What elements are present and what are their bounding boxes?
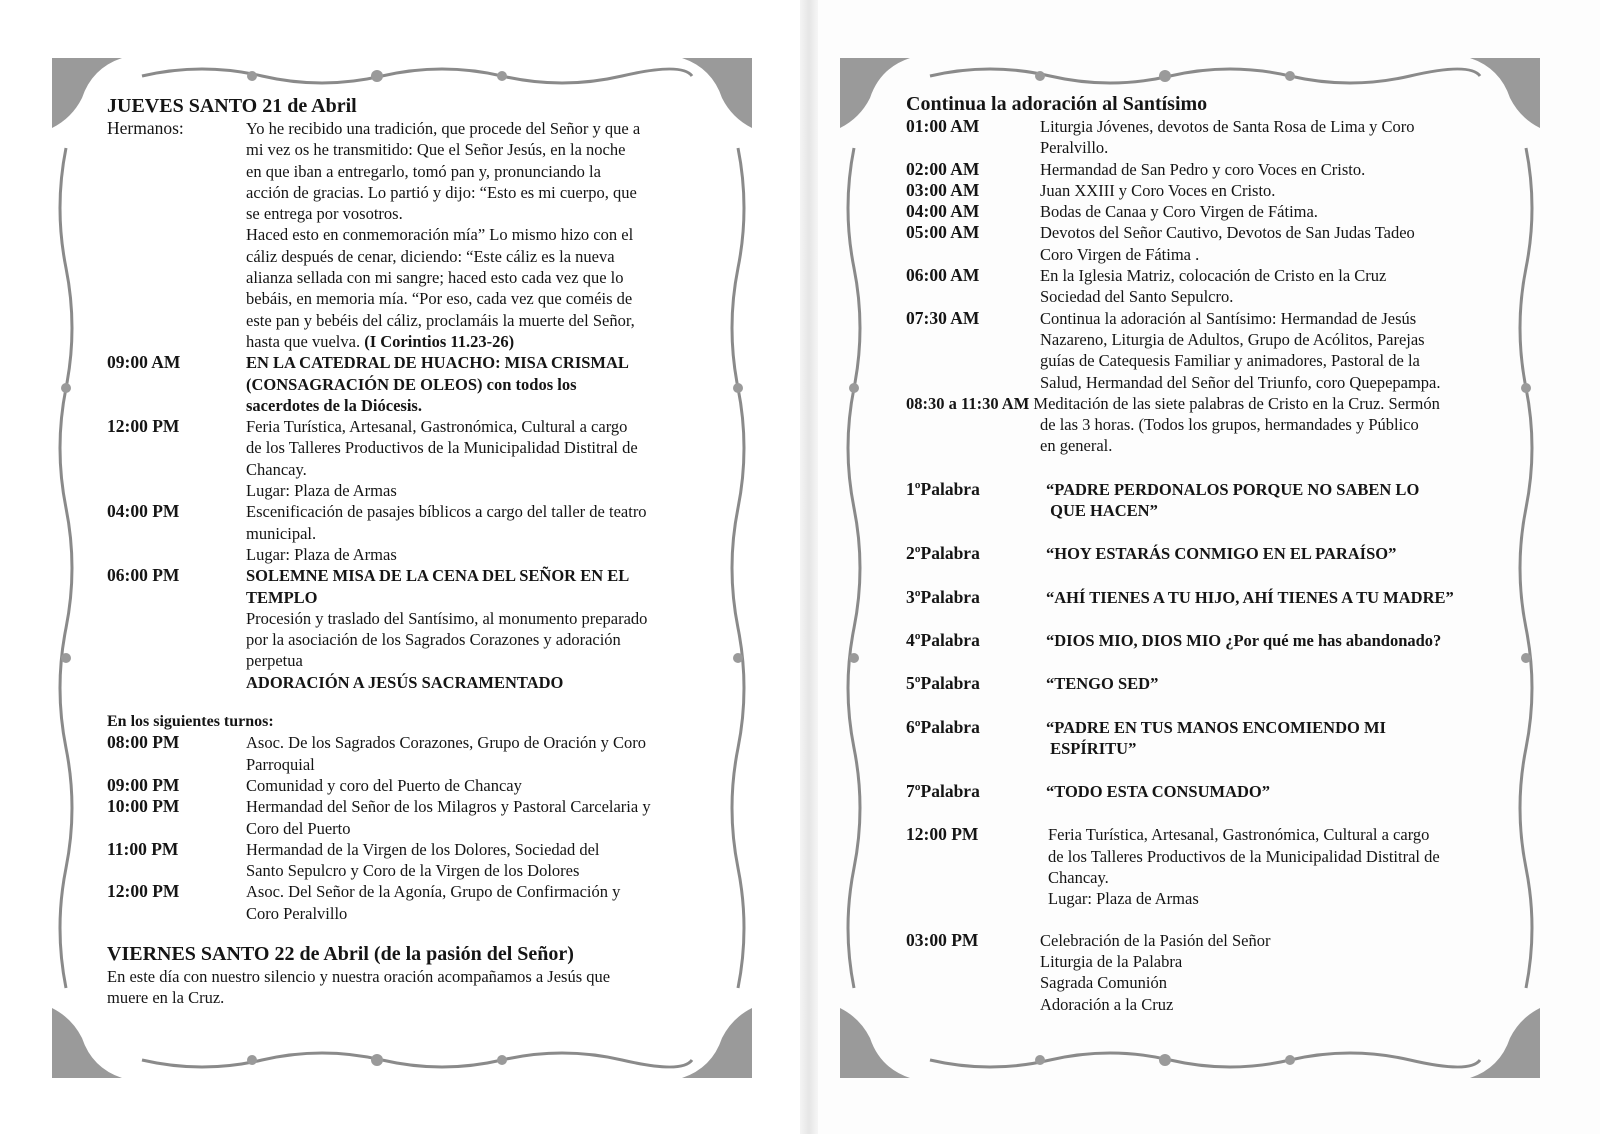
palabra-text — [1046, 717, 1508, 760]
palabra-line: “PADRE EN TUS MANOS ENCOMIENDO MI — [1046, 717, 1386, 737]
intro-line: hasta que vuelva. — [246, 331, 361, 351]
event-time: 01:00 AM — [906, 116, 980, 136]
meditation-line: en general. — [1040, 436, 1113, 456]
feria-line: Lugar: Plaza de Armas — [1048, 889, 1199, 909]
intro-line: bebáis, en memoria mía. “Por eso, cada vez que coméis de — [246, 289, 633, 309]
intro-line: en que iban a entregarlo, tomó pan y, pronunciando la — [246, 161, 601, 181]
event-description — [246, 352, 707, 416]
event-description — [1040, 222, 1508, 265]
event-row — [906, 159, 1508, 180]
event-line: por la asociación de los Sagrados Corazones y adoración — [246, 630, 621, 650]
turn-time: 08:00 PM — [107, 732, 180, 753]
palabra-label: 3ºPalabra — [906, 586, 980, 607]
palabra-label: 4ºPalabra — [906, 629, 980, 650]
friday-line: muere en la Cruz. — [107, 988, 225, 1008]
event-line: Chancay. — [246, 459, 307, 479]
event-line: Continua la adoración al Santísimo: Hermandad de Jesús — [1040, 308, 1417, 328]
event-line: Nazareno, Liturgia de Adultos, Grupo de Acólitos, Parejas — [1040, 329, 1425, 349]
palabra-line: “HOY ESTARÁS CONMIGO EN EL PARAÍSO” — [1046, 544, 1397, 564]
event-time: 06:00 AM — [906, 265, 980, 286]
palabra-row — [906, 673, 1508, 694]
palabra-row — [906, 717, 1508, 760]
palabra-line: ESPÍRITU” — [1046, 738, 1137, 758]
event-row — [107, 416, 707, 501]
intro-line: se entrega por vosotros. — [246, 204, 403, 224]
event-line: Juan XXIII y Coro Voces en Cristo. — [1040, 180, 1276, 200]
event-line: Sociedad del Santo Sepulcro. — [1040, 287, 1234, 307]
palabra-line: “AHÍ TIENES A TU HIJO, AHÍ TIENES A TU MADRE” — [1046, 587, 1454, 607]
palabra-line: “TODO ESTA CONSUMADO” — [1046, 782, 1271, 802]
event-line: Bodas de Canaa y Coro Virgen de Fátima. — [1040, 202, 1318, 222]
event-time: 03:00 AM — [906, 179, 980, 200]
pasion-time: 03:00 PM — [906, 929, 979, 950]
turn-row — [107, 796, 707, 839]
event-line: Liturgia Jóvenes, devotos de Santa Rosa de Lima y Coro — [1040, 117, 1415, 136]
intro-line: cáliz después de cenar, diciendo: “Este cáliz es la nueva — [246, 246, 615, 266]
turn-description — [246, 775, 707, 796]
feria-line: Feria Turística, Artesanal, Gastronómica, Cultural a cargo — [1048, 825, 1430, 845]
turn-line: Asoc. De los Sagrados Corazones, Grupo de Oración y Coro — [246, 733, 647, 753]
palabra-label: 6ºPalabra — [906, 716, 980, 737]
intro-line: este pan y bebéis del cáliz, proclamáis la muerte del Señor, — [246, 310, 635, 330]
turn-row — [107, 881, 707, 924]
meditation-first-line — [906, 393, 1508, 414]
event-description — [246, 565, 707, 693]
event-line: Hermandad de San Pedro y coro Voces en Cristo. — [1040, 159, 1366, 179]
page-gutter — [800, 0, 818, 1134]
intro-line: acción de gracias. Lo partió y dijo: “Esto es mi cuerpo, que — [246, 182, 637, 202]
event-line: TEMPLO — [246, 587, 318, 607]
palabra-label: 2ºPalabra — [906, 543, 980, 564]
turn-line: Comunidad y coro del Puerto de Chancay — [246, 775, 522, 795]
event-line: Salud, Hermandad del Señor del Triunfo, coro Quepepampa. — [1040, 372, 1441, 392]
palabra-label: 1ºPalabra — [906, 478, 980, 499]
turn-line: Asoc. Del Señor de la Agonía, Grupo de Confirmación y — [246, 882, 621, 902]
turn-description — [246, 796, 707, 839]
palabra-label: 7ºPalabra — [906, 781, 980, 802]
event-description — [1040, 265, 1508, 308]
event-line: Procesión y traslado del Santísimo, al monumento preparado — [246, 608, 648, 628]
palabra-line: “TENGO SED” — [1046, 674, 1159, 694]
event-line: Coro Virgen de Fátima . — [1040, 244, 1200, 264]
event-line: sacerdotes de la Diócesis. — [246, 395, 422, 415]
event-row — [906, 222, 1508, 265]
event-time: 04:00 PM — [107, 501, 180, 522]
intro-line: alianza sellada con mi sangre; haced esto cada vez que lo — [246, 268, 624, 288]
event-line: Lugar: Plaza de Armas — [246, 544, 397, 564]
turn-time: 11:00 PM — [107, 838, 179, 859]
feria-time: 12:00 PM — [906, 824, 979, 845]
event-description — [246, 501, 707, 565]
turn-line: Hermandad del Señor de los Milagros y Pastoral Carcelaria y — [246, 797, 651, 817]
event-row — [107, 501, 707, 565]
turn-description — [246, 881, 707, 924]
event-time: 09:00 AM — [107, 352, 181, 373]
viernes-santo-title: VIERNES SANTO 22 de Abril (de la pasión del Señor) — [107, 942, 574, 965]
event-line: de los Talleres Productivos de la Municipalidad Distitral de — [246, 438, 638, 458]
intro-line: mi vez os he transmitido: Que el Señor Jesús, en la noche — [246, 140, 626, 160]
event-line: guías de Catequesis Familiar y animadores, Pastoral de la — [1040, 351, 1420, 371]
turn-line: Santo Sepulcro y Coro de la Virgen de los Dolores — [246, 861, 580, 881]
intro-label: Hermanos: — [107, 118, 184, 138]
meditation-line: de las 3 horas. (Todos los grupos, hermandades y Público — [1040, 415, 1419, 435]
event-time: 12:00 PM — [107, 416, 180, 437]
palabra-line: QUE HACEN” — [1046, 501, 1158, 521]
palabra-row — [906, 587, 1508, 608]
event-row — [107, 565, 707, 693]
event-line: Lugar: Plaza de Armas — [246, 481, 397, 501]
event-row — [906, 265, 1508, 308]
event-line: (CONSAGRACIÓN DE OLEOS) con todos los — [246, 374, 577, 394]
meditation-time: 08:30 a 11:30 AM — [906, 393, 1030, 413]
left-page-content — [107, 94, 707, 1009]
event-row — [107, 352, 707, 416]
pasion-description — [1040, 930, 1508, 1015]
event-row — [906, 308, 1508, 393]
turn-description — [246, 839, 707, 882]
meditation-block — [906, 393, 1508, 457]
palabra-row — [906, 630, 1508, 651]
event-line: Devotos del Señor Cautivo, Devotos de San Judas Tadeo — [1040, 223, 1415, 243]
feria-line: de los Talleres Productivos de la Municipalidad Distitral de — [1048, 846, 1440, 866]
feria-description — [1048, 824, 1508, 909]
event-time: 05:00 AM — [906, 222, 980, 243]
event-line: SOLEMNE MISA DE LA CENA DEL SEÑOR EN EL — [246, 566, 630, 586]
palabra-row — [906, 479, 1508, 522]
turn-time: 12:00 PM — [107, 881, 180, 902]
continua-title: Continua la adoración al Santísimo — [906, 93, 1208, 115]
event-line: Feria Turística, Artesanal, Gastronómica, Cultural a cargo — [246, 417, 628, 437]
event-row — [906, 180, 1508, 201]
palabra-text — [1046, 479, 1508, 522]
palabra-line: “PADRE PERDONALOS PORQUE NO SABEN LO — [1046, 479, 1420, 499]
right-page-content — [906, 92, 1508, 1015]
event-row — [906, 201, 1508, 222]
friday-line: En este día con nuestro silencio y nuestra oración acompañamos a Jesús que — [107, 966, 611, 986]
intro-line: Haced esto en conmemoración mía” Lo mismo hizo con el — [246, 225, 634, 245]
turn-description — [246, 732, 707, 775]
intro-block — [107, 118, 707, 352]
turns-title: En los siguientes turnos: — [107, 713, 274, 731]
feria-line: Chancay. — [1048, 868, 1109, 888]
event-time: 02:00 AM — [906, 158, 980, 179]
turn-time: 10:00 PM — [107, 796, 180, 817]
event-line: perpetua — [246, 651, 303, 671]
pasion-line: Celebración de la Pasión del Señor — [1040, 930, 1271, 950]
palabra-label: 5ºPalabra — [906, 673, 980, 694]
pasion-row — [906, 930, 1508, 1015]
event-time: 04:00 AM — [906, 201, 980, 222]
intro-line: Yo he recibido una tradición, que procede del Señor y que a — [246, 119, 641, 138]
intro-text — [246, 118, 707, 352]
event-line: Peralvillo. — [1040, 138, 1109, 158]
bible-reference: (I Corintios 11.23-26) — [364, 331, 515, 351]
turn-line: Parroquial — [246, 754, 315, 774]
event-time: 06:00 PM — [107, 565, 180, 586]
event-row — [906, 116, 1508, 159]
meditation-text: Meditación de las siete palabras de Cristo en la Cruz. Sermón — [1033, 393, 1440, 413]
event-description — [1040, 116, 1508, 159]
turn-time: 09:00 PM — [107, 774, 180, 795]
turn-row — [107, 775, 707, 796]
event-line: Escenificación de pasajes bíblicos a cargo del taller de teatro — [246, 502, 647, 522]
event-line: En la Iglesia Matriz, colocación de Cristo en la Cruz — [1040, 266, 1387, 286]
event-time: 07:30 AM — [906, 307, 980, 328]
palabra-row — [906, 543, 1508, 564]
turn-row — [107, 839, 707, 882]
turn-row — [107, 732, 707, 775]
event-description — [246, 416, 707, 501]
event-line: municipal. — [246, 523, 317, 543]
intro-line-last — [246, 331, 707, 352]
palabra-line: “DIOS MIO, DIOS MIO ¿Por qué me has abandonado? — [1046, 630, 1442, 650]
palabra-row — [906, 781, 1508, 802]
pasion-line: Adoración a la Cruz — [1040, 994, 1174, 1014]
event-line: EN LA CATEDRAL DE HUACHO: MISA CRISMAL — [246, 353, 629, 373]
event-description — [1040, 308, 1508, 393]
jueves-santo-title: JUEVES SANTO 21 de Abril — [107, 95, 357, 117]
turn-line: Hermandad de la Virgen de los Dolores, Sociedad del — [246, 839, 600, 859]
turn-line: Coro del Puerto — [246, 818, 351, 838]
pasion-line: Liturgia de la Palabra — [1040, 951, 1183, 971]
spacer — [107, 924, 707, 942]
feria-row — [906, 824, 1508, 909]
event-line: ADORACIÓN A JESÚS SACRAMENTADO — [246, 672, 564, 692]
turn-line: Coro Peralvillo — [246, 903, 348, 923]
pasion-line: Sagrada Comunión — [1040, 973, 1167, 993]
